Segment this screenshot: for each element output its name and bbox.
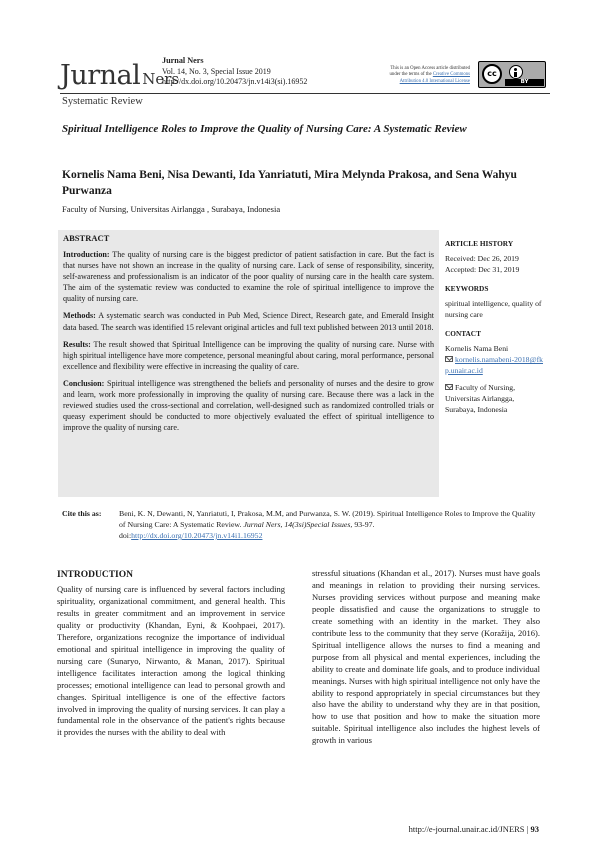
open-access-notice [360, 66, 470, 85]
abstract-results-text: The result showed that Spiritual Intelligence can be improving the quality of nursing care. Nurse with high spiritual intelligence have more competence, personal meaningful about caring, moral performance, personal excellence and flexibility were effective in increasing the quality of care. [63, 339, 434, 371]
cc-link-2[interactable]: Attribution 4.0 International License [399, 78, 470, 84]
abstract-heading: ABSTRACT [63, 233, 110, 243]
introduction-paragraph-left: Quality of nursing care is influenced by several factors including spirituality, organizational commitment, and general health. This results in greater commitment and an improvement in service quality or productivity (Khandan, Eyni, & Koohpaei, 2017). Therefore, organizations recognize the importance of individual emotional and spiritual intelligence in improving the quality of nursing care (Sunaryo, Nirwanto, & Manan, 2017). Spiritual intelligence facilitates interaction among the logical thinking processes; emotional intelligence can lead to personal growth and changes. Spiritual intelligence is one of the effective factors involved in improving the quality of nursing services. It can play a fundamental role in the observance of the patient's rights because it provides the nurses with the ability to deal with [57, 584, 285, 738]
abstract-results [63, 339, 434, 372]
email-icon [445, 356, 453, 362]
abstract-methods [63, 310, 434, 332]
logo-main-text: Jurnal [60, 60, 141, 91]
abstract-introduction [63, 249, 434, 304]
article-history [445, 238, 545, 275]
page-footer [409, 824, 539, 834]
contact-name: Kornelis Nama Beni [445, 344, 509, 353]
contact-email-link[interactable]: kornelis.namabeni-2018@fkp.unair.ac.id [445, 355, 543, 375]
author-affiliation: Faculty of Nursing, Universitas Airlangga , Surabaya, Indonesia [62, 204, 281, 214]
cc-by-license-badge[interactable] [478, 61, 546, 88]
article-sidebar [445, 238, 545, 423]
oa-line-2: under the terms of the [389, 72, 432, 78]
citation-text [119, 508, 542, 541]
abstract-box [58, 230, 439, 497]
page-number: 93 [530, 824, 539, 834]
journal-name: Jurnal Ners [162, 56, 204, 65]
header-divider [60, 93, 550, 94]
article-authors: Kornelis Nama Beni, Nisa Dewanti, Ida Yanriatuti, Mira Melynda Prakosa, and Sena Wahyu Purwanza [62, 169, 517, 197]
cc-link-1[interactable]: Creative Commons [432, 72, 470, 78]
abstract-conclusion-label: Conclusion: [63, 378, 105, 388]
contact-heading: CONTACT [445, 329, 481, 338]
abstract-conclusion-text: Spiritual intelligence was strengthened the beliefs and personality of nurses and the desire to grow and learn, work more professionally in improving the quality of nursing care. Because there was a lack in the reviewed studies used the cross-sectional and correlation, well-designed such as randomized controlled trials or queasy experiment should be conducted to more objectively evaluated the effect of spiritual intelligence to improve the quality of nursing care. [63, 378, 434, 433]
citation-journal: Jurnal Ners, 14(3si)Special Issues, [243, 520, 353, 529]
abstract-intro-text: The quality of nursing care is the biggest predictor of patient satisfaction in care. But the fact is that nurses have not shown an increase in the quality of nursing care. Lack of sense of responsibility, sincerity, self-awareness and professionalism is an indicator of the poor quality of nursing care in the health care system. The aim of the systematic review was conducted to examine the role of spiritual intelligence to improve the quality of nursing care. [63, 250, 434, 304]
address-envelope-icon [445, 384, 453, 390]
citation-pages: 93-97. [352, 520, 375, 529]
journal-info [162, 56, 307, 88]
cc-icon: cc [482, 64, 502, 84]
received-date: Received: Dec 26, 2019 [445, 254, 519, 263]
abstract-results-label: Results: [63, 339, 91, 349]
contact-address: Faculty of Nursing, Universitas Airlangga, Surabaya, Indonesia [445, 383, 515, 414]
journal-volume: Vol. 14, No. 3, Special Issue 2019 [162, 66, 271, 76]
contact-block [445, 328, 545, 415]
oa-line-1: This is an Open Access article distributed [390, 66, 470, 71]
cc-by-label: BY [505, 79, 544, 86]
accepted-date: Accepted: Dec 31, 2019 [445, 265, 520, 274]
article-type: Systematic Review [62, 96, 143, 107]
abstract-intro-label: Introduction: [63, 250, 110, 259]
citation-label: Cite this as: [62, 509, 102, 518]
citation-plain: Beni, K. N, Dewanti, N, Yanriatuti, I, Prakosa, M.M, and Purwanza, S. W. (2019). Spiritual Intelligence Roles to Improve the Quality of Nursing Care: A Systematic Review. [119, 509, 536, 529]
logo-sub-text: Ners [142, 70, 180, 88]
body-column-left [57, 568, 285, 739]
journal-doi[interactable]: http://dx.doi.org/10.20473/jn.v14i3(si).16952 [162, 77, 308, 86]
introduction-heading: INTRODUCTION [57, 570, 134, 580]
introduction-paragraph-right: stressful situations (Khandan et al., 2017). Nurses must have goals and meanings in relation to providing their nursing services. Nurses providing services without purpose and meaning make people dissatisfied and cause the organizations to struggle to create something with an identity in the market. They also contribute less to the community that they serve (Koražija, 2016). Spiritual intelligence allows the nurses to find a meaning and purpose from all physical and mental experiences, including the ability to create and dominate life goals, and to produce individual meanings. Nurses with high spiritual intelligence not only have the ability to respond appropriately in special circumstances but they also have the ability to understand why they are in that position, how to use that position and how to make the situation more suitable. Spiritual intelligence also includes the highest levels of growth in various [312, 568, 540, 746]
abstract-methods-label: Methods: [63, 311, 96, 321]
article-title: Spiritual Intelligence Roles to Improve the Quality of Nursing Care: A Systematic Review [62, 123, 467, 135]
attribution-person-icon [509, 65, 523, 79]
body-column-right [312, 568, 540, 747]
citation-doi-prefix: doi: [119, 531, 132, 540]
keywords-list: spiritual intelligence, quality of nursing care [445, 299, 542, 319]
citation-doi-link[interactable]: http://dx.doi.org/10.20473/jn.v14i1.16952 [131, 531, 263, 540]
footer-separator: | [524, 824, 531, 834]
keywords-heading: KEYWORDS [445, 284, 489, 293]
abstract-conclusion [63, 378, 434, 433]
history-heading: ARTICLE HISTORY [445, 239, 514, 248]
journal-header [60, 56, 550, 92]
abstract-methods-text: A systematic search was conducted in Pub Med, Science Direct, Research gate, and Emerald Insight data based. The search was identified 15 relevant original articles and full text published between 2013 until 2018. [63, 311, 434, 332]
keywords-block [445, 283, 545, 320]
footer-url[interactable]: http://e-journal.unair.ac.id/JNERS [408, 824, 525, 834]
